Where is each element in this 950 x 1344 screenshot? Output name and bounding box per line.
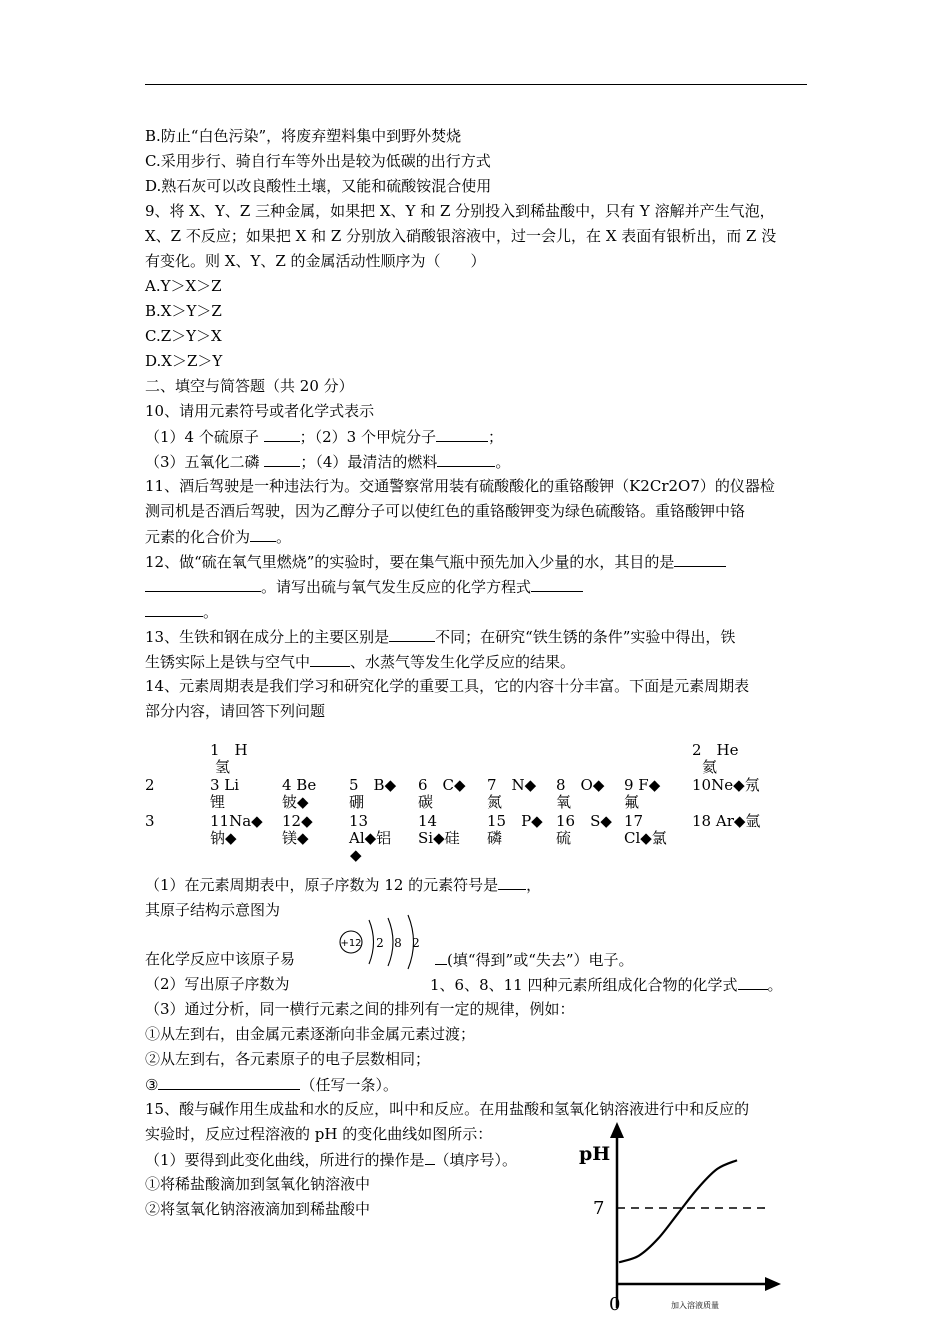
answer-blank[interactable]: [674, 551, 726, 567]
question-12-line-1: 12、做“硫在氧气里燃烧”的实验时，要在集气瓶中预先加入少量的水，其目的是: [145, 551, 726, 572]
element-h-name: 氢: [215, 758, 231, 776]
q14-part-3: （3）通过分析，同一横行元素之间的排列有一定的规律，例如：: [145, 1000, 575, 1018]
ph-curve-chart: [575, 1118, 795, 1318]
element-f: 9 F◆: [624, 776, 661, 794]
answer-blank[interactable]: [498, 874, 526, 890]
q9-option-a: A.Y＞X＞Z: [145, 277, 222, 295]
reference-tick-label: 7: [593, 1198, 605, 1219]
element-s: 16 S◆: [556, 812, 612, 830]
element-na: 11Na◆: [210, 812, 263, 830]
electron-shell-1: [369, 920, 374, 964]
question-10-line-2: （3）五氧化二磷 ；（4）最清洁的燃料 。: [145, 453, 511, 471]
element-na-name: 钠◆: [210, 829, 237, 847]
answer-blank[interactable]: [531, 576, 583, 592]
q9-option-b: B.X＞Y＞Z: [145, 302, 222, 320]
question-9-line-3: 有变化。则 X、Y、Z 的金属活动性顺序为（ ）: [145, 252, 486, 270]
element-li: 3 Li: [210, 776, 240, 794]
element-he-name: 氦: [702, 758, 718, 776]
element-ne: 10Ne◆氖: [692, 776, 760, 794]
element-al-name: Al◆铝: [349, 829, 392, 847]
period-2-label: 2: [145, 776, 155, 794]
question-13-line-1: 13、生铁和钢在成分上的主要区别是 不同；在研究“铁生锈的条件”实验中得出，铁: [145, 628, 736, 646]
element-al: 13: [349, 812, 369, 830]
question-11-line-2: 测司机是否酒后驾驶，因为乙醇分子可以使红色的重铬酸钾变为绿色硫酸铬。重铬酸钾中铬: [145, 502, 746, 520]
x-axis-label: 加入溶液质量: [671, 1301, 719, 1310]
element-li-name: 锂: [210, 793, 226, 811]
y-axis-arrow: [610, 1122, 624, 1138]
answer-blank[interactable]: [435, 949, 447, 965]
nucleus-charge: +12: [340, 938, 362, 949]
answer-blank[interactable]: [264, 426, 300, 442]
element-b: 5 B◆: [349, 776, 397, 794]
q14-part-2-line-1: （2）写出原子序数为: [145, 975, 290, 993]
element-cl-name: Cl◆氯: [624, 829, 667, 847]
answer-blank[interactable]: [437, 451, 495, 467]
electron-shell-2: [388, 918, 393, 966]
question-11-line-3: 元素的化合价为 。: [145, 528, 292, 546]
answer-blank[interactable]: [738, 974, 768, 990]
element-mg-name: 镁◆: [282, 829, 309, 847]
shell-3-count: 2: [412, 936, 420, 950]
option-c: C.采用步行、骑自行车等外出是较为低碳的出行方式: [145, 152, 491, 170]
question-12-line-2: 。请写出硫与氧气发生反应的化学方程式: [145, 576, 583, 597]
element-cl: 17: [624, 812, 644, 830]
option-b: B.防止“白色污染”，将废弃塑料集中到野外焚烧: [145, 127, 462, 145]
element-he: 2 He: [692, 741, 739, 759]
answer-blank[interactable]: [158, 1074, 300, 1090]
element-p-name: 磷: [487, 829, 503, 847]
element-si-name: Si◆硅: [418, 829, 460, 847]
question-12-line-3: 。: [145, 601, 218, 622]
q9-option-c: C.Z＞Y＞X: [145, 327, 222, 345]
answer-blank[interactable]: [425, 1149, 435, 1165]
element-h: 1 H: [210, 741, 248, 759]
answer-blank[interactable]: [250, 526, 276, 542]
x-axis-arrow: [765, 1277, 781, 1291]
answer-blank[interactable]: [264, 451, 300, 467]
element-o: 8 O◆: [556, 776, 605, 794]
origin-label: 0: [609, 1294, 621, 1315]
element-mg: 12◆: [282, 812, 313, 830]
q9-option-d: D.X＞Z＞Y: [145, 352, 223, 370]
y-axis-label: pH: [579, 1143, 611, 1165]
answer-blank[interactable]: [145, 601, 203, 617]
element-c: 6 C◆: [418, 776, 466, 794]
element-n: 7 N◆: [487, 776, 537, 794]
q15-option-1: ①将稀盐酸滴加到氢氧化钠溶液中: [145, 1175, 371, 1193]
question-9-line-2: X、Z 不反应；如果把 X 和 Z 分别放入硝酸银溶液中，过一会儿，在 X 表面有银析出，而 Z 没: [145, 227, 777, 245]
question-10-line-1: （1）4 个硫原子 ；（2）3 个甲烷分子 ；: [145, 428, 503, 446]
element-be-name: 铍◆: [282, 793, 309, 811]
q14-rule-2: ②从左到右，各元素原子的电子层数相同；: [145, 1050, 431, 1068]
q14-rule-1: ①从左到右，由金属元素逐渐向非金属元素过渡；: [145, 1025, 476, 1043]
atom-structure-diagram: [336, 912, 426, 972]
element-s-name: 硫: [556, 829, 572, 847]
question-9-line-1: 9、将 X、Y、Z 三种金属，如果把 X、Y 和 Z 分别投入到稀盐酸中，只有 Y 溶解并产生气泡，: [145, 202, 775, 220]
question-15-part-1: （1）要得到此变化曲线，所进行的操作是 （填序号）。: [145, 1151, 518, 1169]
question-13-line-2: 生锈实际上是铁与空气中 、水蒸气等发生化学反应的结果。: [145, 653, 576, 671]
element-be: 4 Be: [282, 776, 317, 794]
section-2-heading: 二、填空与简答题（共 20 分）: [145, 377, 354, 395]
question-15-line-2: 实验时，反应过程溶液的 pH 的变化曲线如图所示：: [145, 1125, 493, 1143]
q14-part-1-line-2: 其原子结构示意图为: [145, 901, 281, 919]
shell-1-count: 2: [376, 936, 384, 950]
question-15-line-1: 15、酸与碱作用生成盐和水的反应，叫中和反应。在用盐酸和氢氧化钠溶液进行中和反应的: [145, 1100, 750, 1118]
shell-2-count: 8: [394, 936, 402, 950]
diamond-mark: ◆: [350, 846, 362, 864]
ph-curve-series: [619, 1160, 737, 1262]
option-d: D.熟石灰可以改良酸性土壤，又能和硫酸铵混合使用: [145, 177, 492, 195]
q14-part-1-line-1: （1）在元素周期表中，原子序数为 12 的元素符号是 ，: [145, 876, 542, 894]
q14-rule-3: ③ （任写一条）。: [145, 1076, 398, 1094]
question-14-line-1: 14、元素周期表是我们学习和研究化学的重要工具，它的内容十分丰富。下面是元素周期表: [145, 677, 750, 695]
q14-part-2-line-1b: 1、6、8、11 四种元素所组成化合物的化学式 。: [430, 976, 783, 994]
answer-blank[interactable]: [389, 626, 435, 642]
answer-blank[interactable]: [310, 651, 350, 667]
element-ar: 18 Ar◆氩: [692, 812, 761, 830]
question-14-line-2: 部分内容，请回答下列问题: [145, 702, 326, 720]
element-n-name: 氮: [487, 793, 503, 811]
element-f-name: 氟: [624, 793, 640, 811]
header-rule: [145, 84, 807, 85]
question-10: 10、请用元素符号或者化学式表示: [145, 402, 375, 420]
period-3-label: 3: [145, 812, 155, 830]
element-b-name: 硼: [349, 793, 365, 811]
q15-option-2: ②将氢氧化钠溶液滴加到稀盐酸中: [145, 1200, 371, 1218]
element-si: 14: [418, 812, 438, 830]
answer-blank[interactable]: [145, 576, 261, 592]
answer-blank[interactable]: [436, 426, 488, 442]
question-11-line-1: 11、酒后驾驶是一种违法行为。交通警察常用装有硫酸酸化的重铬酸钾（K2Cr2O7）的仪器检: [145, 477, 775, 495]
element-o-name: 氧: [556, 793, 572, 811]
element-p: 15 P◆: [487, 812, 543, 830]
q14-part-1-line-3: 在化学反应中该原子易: [145, 950, 296, 968]
element-c-name: 碳: [418, 793, 434, 811]
q14-part-1-line-3b: (填“得到”或“失去”）电子。: [435, 949, 634, 970]
